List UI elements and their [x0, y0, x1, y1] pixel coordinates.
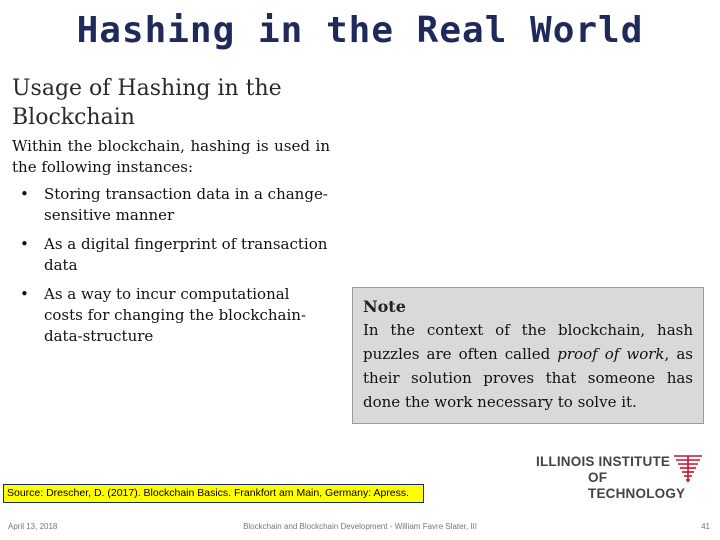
- usage-bullet-list: [12, 184, 330, 347]
- note-text: [363, 318, 693, 414]
- note-text-emphasis: proof of work: [557, 345, 665, 363]
- footer-page-number: 41: [701, 522, 710, 531]
- bullet-icon: •: [20, 285, 29, 303]
- note-title: Note: [363, 297, 406, 316]
- note-box: [352, 287, 704, 424]
- list-item-label: As a way to incur computational costs for changing the blockchain-data-structure: [44, 285, 307, 345]
- iit-mark-icon: [672, 454, 704, 484]
- note-text-end: , as their solution proves that someone has done the work necessary to solve it.: [363, 345, 693, 411]
- bullet-icon: •: [20, 185, 29, 203]
- usage-intro: Within the blockchain, hashing is used in the following instances:: [12, 137, 330, 176]
- logo-line1: ILLINOIS INSTITUTE: [536, 454, 671, 469]
- note-text-start: In the context of the blockchain, hash puzzles are often called: [363, 321, 693, 363]
- slide-footer: [0, 520, 720, 534]
- slide-title: Hashing in the Real World: [76, 10, 644, 51]
- logo-line2: OF TECHNOLOGY: [588, 470, 686, 501]
- iit-logo: [536, 454, 712, 500]
- list-item: [12, 284, 330, 347]
- list-item-label: Storing transaction data in a change-sensitive manner: [44, 185, 328, 224]
- footer-date: April 13, 2018: [8, 522, 58, 531]
- usage-section: [12, 74, 330, 355]
- usage-heading-line2: Blockchain: [12, 105, 135, 130]
- list-item-label: As a digital fingerprint of transaction data: [44, 235, 328, 274]
- list-item: [12, 184, 330, 226]
- list-item: [12, 234, 330, 276]
- usage-heading: [12, 74, 330, 132]
- source-citation: Source: Drescher, D. (2017). Blockchain Basics. Frankfort am Main, Germany: Apress.: [3, 484, 424, 503]
- bullet-icon: •: [20, 235, 29, 253]
- footer-presentation-title: Blockchain and Blockchain Development - William Favre Slater, III: [243, 522, 477, 531]
- usage-heading-line1: Usage of Hashing in the: [12, 76, 282, 101]
